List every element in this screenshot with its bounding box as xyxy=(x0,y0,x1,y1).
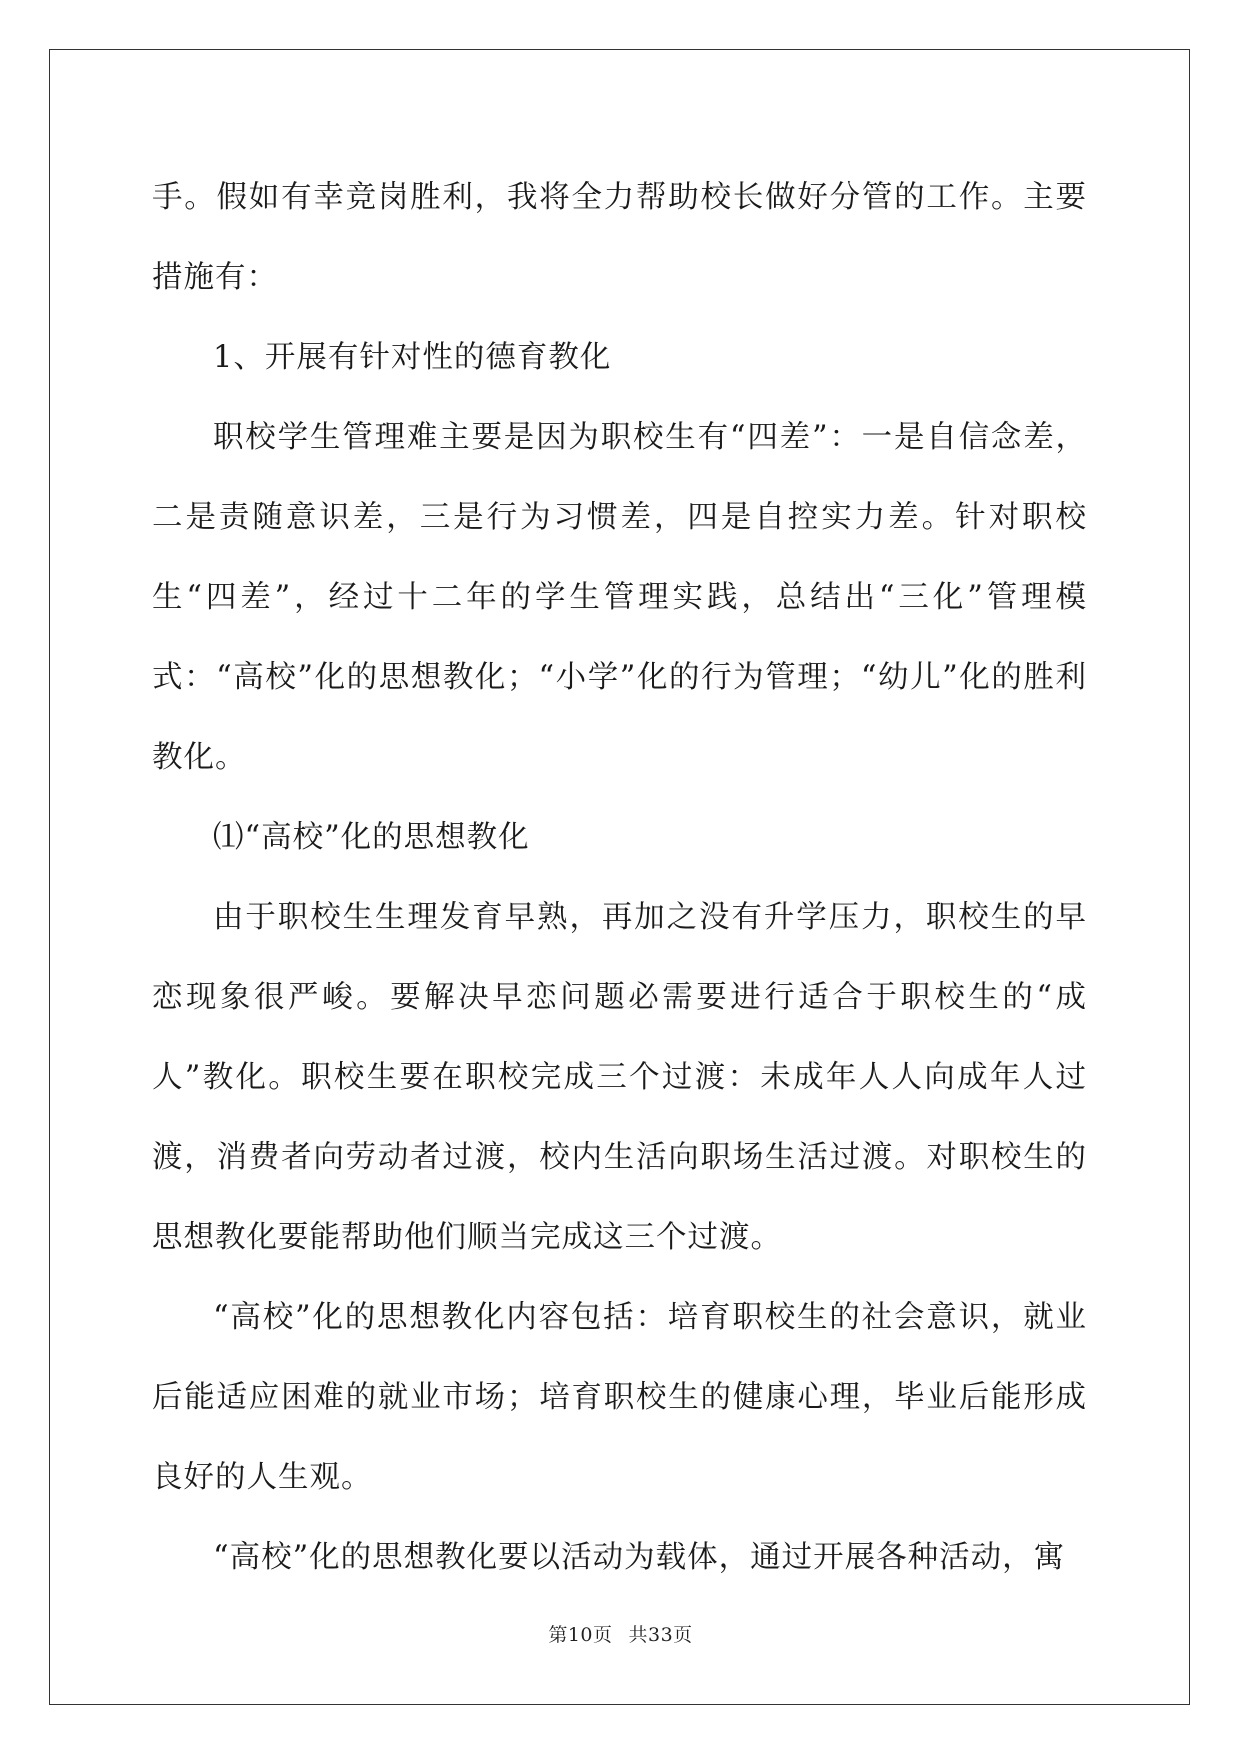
paragraph: 由于职校生生理发育早熟，再加之没有升学压力，职校生的早恋现象很严峻。要解决早恋问题必需要进行适合于职校生的“成人”教化。职校生要在职校完成三个过渡：未成年人人向成年人过渡，消费者向劳动者过渡，校内生活向职场生活过渡。对职校生的思想教化要能帮助他们顺当完成这三个过渡。 xyxy=(152,900,1087,1255)
section-heading: 1、开展有针对性的德育教化 xyxy=(213,340,612,375)
page-footer xyxy=(0,1620,1241,1647)
paragraph-truncated: “高校”化的思想教化要以活动为载体，通过开展各种活动，寓 xyxy=(213,1540,1066,1575)
subsection-heading: ⑴“高校”化的思想教化 xyxy=(213,820,530,855)
current-page-label: 第10页 xyxy=(548,1624,613,1646)
document-body xyxy=(152,158,1087,1598)
paragraph: “高校”化的思想教化内容包括：培育职校生的社会意识，就业后能适应困难的就业市场；培育职校生的健康心理，毕业后能形成良好的人生观。 xyxy=(152,1300,1087,1495)
paragraph: 职校学生管理难主要是因为职校生有“四差”：一是自信念差，二是责随意识差，三是行为习惯差，四是自控实力差。针对职校生“四差”，经过十二年的学生管理实践，总结出“三化”管理模式：“高校”化的思想教化；“小学”化的行为管理；“幼儿”化的胜利教化。 xyxy=(152,420,1087,775)
total-pages-label: 共33页 xyxy=(628,1624,693,1646)
paragraph-continued: 手。假如有幸竞岗胜利，我将全力帮助校长做好分管的工作。主要措施有： xyxy=(152,180,1087,295)
